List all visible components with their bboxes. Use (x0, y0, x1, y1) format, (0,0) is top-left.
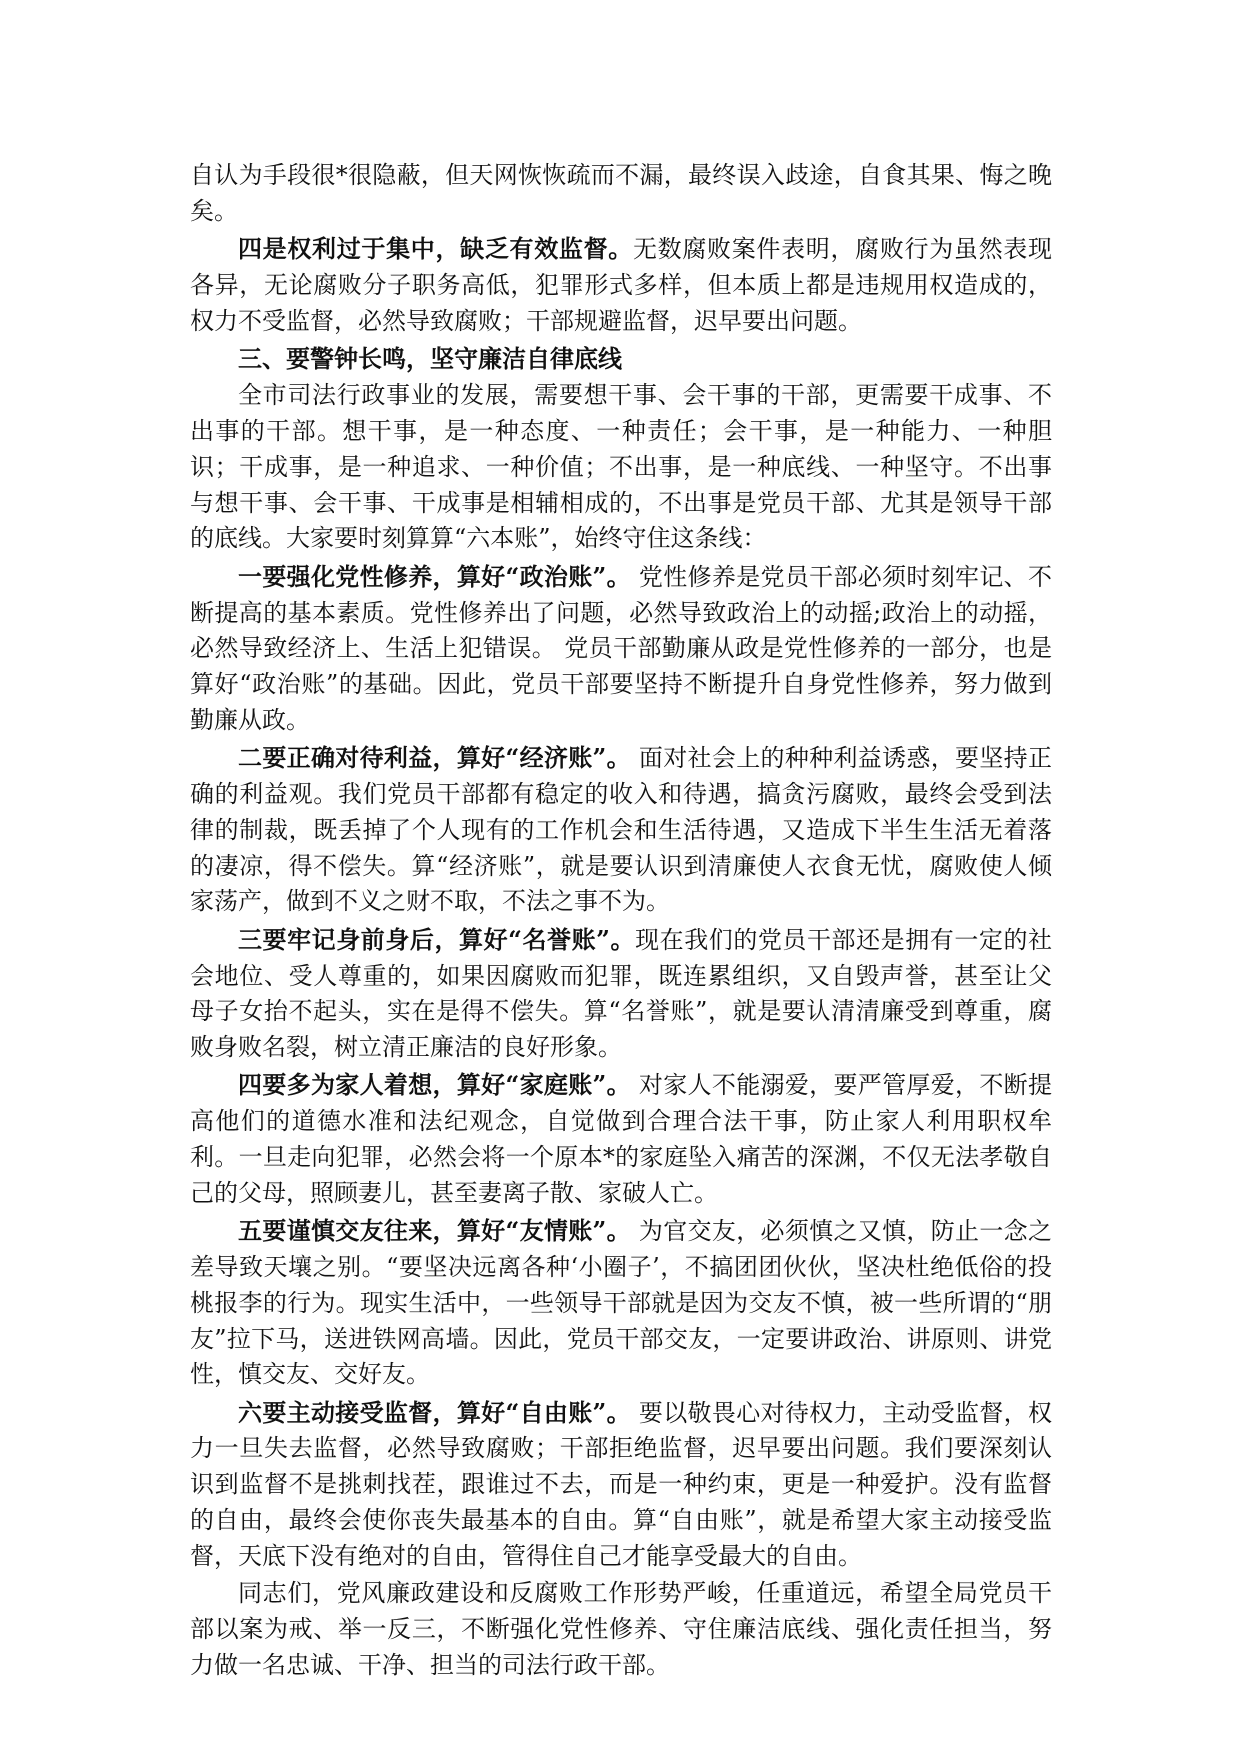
paragraph-lead: 四要多为家人着想，算好“家庭账”。 (238, 1070, 631, 1100)
paragraph-lead: 三要牢记身前身后，算好“名誉账”。 (238, 924, 636, 954)
document-body (190, 158, 1052, 1685)
paragraph-intro (190, 378, 1052, 557)
paragraph-economic-account (190, 740, 1052, 920)
paragraph-freedom-account (190, 1395, 1052, 1575)
paragraph-text: 党性修养是党员干部必须时刻牢记、不断提高的基本素质。党性修养出了问题，必然导致政治上的动摇;政治上的动摇，必然导致经济上、生活上犯错误。 党员干部勤廉从政是党性修养的一部分，也是算好“政治账”的基础。因此，党员干部要坚持不断提升自身党性修养，努力做到勤廉从政。 (190, 562, 1052, 734)
paragraph-continuation (190, 158, 1052, 230)
paragraph-closing (190, 1576, 1052, 1683)
paragraph-text: 为官交友，必须慎之又慎，防止一念之差导致天壤之别。“要坚决远离各种‘小圈子’，不搞团团伙伙，坚决杜绝低俗的投桃报李的行为。现实生活中，一些领导干部就是因为交友不慎，被一些所谓的“朋友”拉下马，送进铁网高墙。因此，党员干部交友，一定要讲政治、讲原则、讲党性，慎交友、交好友。 (190, 1217, 1052, 1389)
paragraph-text: 对家人不能溺爱，要严管厚爱，不断提高他们的道德水准和法纪观念，自觉做到合理合法干事，防止家人利用职权牟利。一旦走向犯罪，必然会将一个原本*的家庭坠入痛苦的深渊，不仅无法孝敬自己的父母，照顾妻儿，甚至妻离子散、家破人亡。 (190, 1071, 1052, 1207)
paragraph-text: 同志们，党风廉政建设和反腐败工作形势严峻，任重道远，希望全局党员干部以案为戒、举一反三，不断强化党性修养、守住廉洁底线、强化责任担当，努力做一名忠诚、干净、担当的司法行政干部。 (190, 1579, 1052, 1679)
paragraph-text: 现在我们的党员干部还是拥有一定的社会地位、受人尊重的，如果因腐败而犯罪，既连累组织，又自毁声誉，甚至让父母子女抬不起头，实在是得不偿失。算“名誉账”，就是要认清清廉受到尊重，腐败身败名裂，树立清正廉洁的良好形象。 (190, 925, 1053, 1062)
paragraph-reputation-account (190, 922, 1052, 1066)
paragraph-family-account (190, 1067, 1052, 1211)
section-heading (190, 341, 1052, 377)
paragraph-text: 要以敬畏心对待权力，主动受监督，权力一旦失去监督，必然导致腐败；干部拒绝监督，迟早要出问题。我们要深刻认识到监督不是挑刺找茬，跟谁过不去，而是一种约束，更是一种爱护。没有监督的自由，最终会使你丧失最基本的自由。算“自由账”，就是希望大家主动接受监督，天底下没有绝对的自由，管得住自己才能享受最大的自由。 (190, 1398, 1052, 1570)
paragraph-text: 面对社会上的种种利益诱惑，要坚持正确的利益观。我们党员干部都有稳定的收入和待遇，搞贪污腐败，最终会受到法律的制裁，既丢掉了个人现有的工作机会和生活待遇，又造成下半生生活无着落的凄凉，得不偿失。算“经济账”，就是要认识到清廉使人衣食无忧，腐败使人倾家荡产，做到不义之财不取，不法之事不为。 (190, 744, 1052, 916)
paragraph-lead: 一要强化党性修养，算好“政治账”。 (238, 561, 631, 591)
paragraph-lead: 五要谨慎交友往来，算好“友情账”。 (238, 1216, 631, 1246)
paragraph-text: 自认为手段很*很隐蔽，但天网恢恢疏而不漏，最终误入歧途，自食其果、悔之晚矣。 (190, 161, 1052, 225)
paragraph-text: 无数腐败案件表明，腐败行为虽然表现各异，无论腐败分子职务高低，犯罪形式多样，但本质上都是违规用权造成的，权力不受监督，必然导致腐败；干部规避监督，迟早要出问题。 (190, 235, 1052, 335)
paragraph-political-account (190, 559, 1052, 739)
section-heading-text: 三、要警钟长鸣，坚守廉洁自律底线 (238, 343, 622, 373)
paragraph-friendship-account (190, 1213, 1052, 1393)
paragraph-lead: 四是权利过于集中，缺乏有效监督。 (238, 234, 633, 264)
paragraph-lead: 六要主动接受监督，算好“自由账”。 (238, 1397, 631, 1427)
paragraph-lead: 二要正确对待利益，算好“经济账”。 (238, 743, 631, 773)
paragraph-power-concentration (190, 231, 1052, 339)
paragraph-text: 全市司法行政事业的发展，需要想干事、会干事的干部，更需要干成事、不出事的干部。想干事，是一种态度、一种责任；会干事，是一种能力、一种胆识；干成事，是一种追求、一种价值；不出事，是一种底线、一种坚守。不出事与想干事、会干事、干成事是相辅相成的，不出事是党员干部、尤其是领导干部的底线。大家要时刻算算“六本账”，始终守住这条线： (190, 381, 1052, 553)
